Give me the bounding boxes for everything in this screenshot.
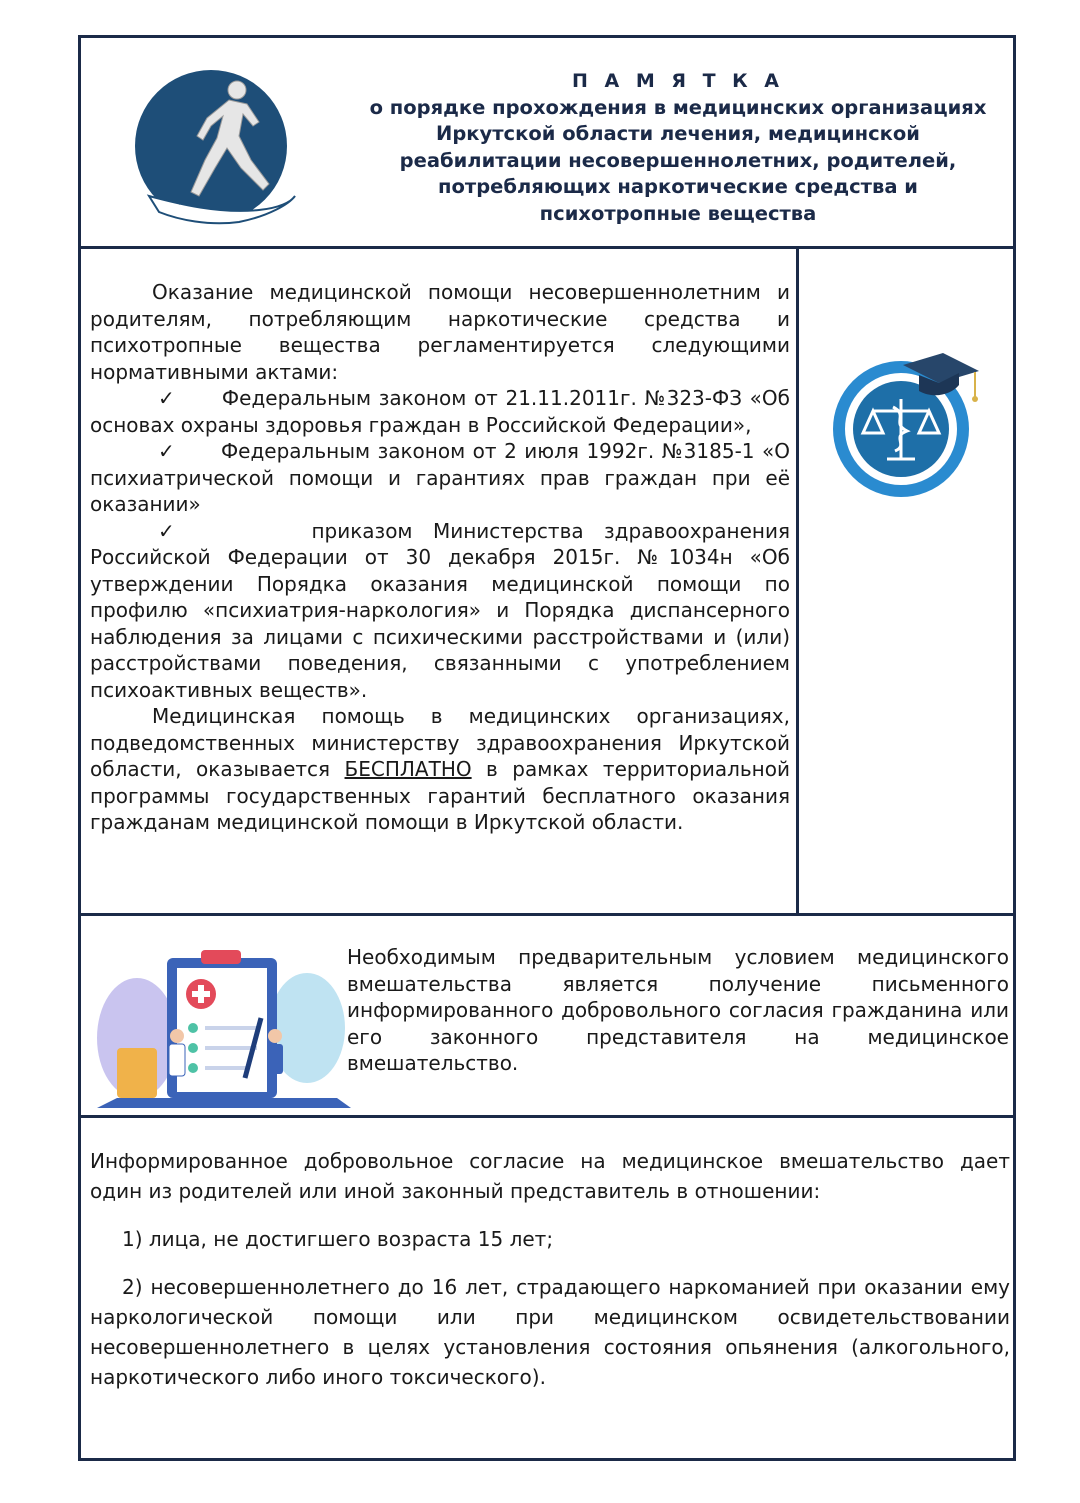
- consent-text: [347, 944, 1009, 1077]
- consent-paragraph: Необходимым предварительным условием медицинского вмешательства является получение письменного информированного добровольного согласия гражданина или его законного представителя на медицинское вмешательство.: [347, 945, 1009, 1075]
- header-section: [81, 38, 1013, 249]
- subtitle-line: психотропные вещества: [539, 201, 817, 225]
- consent-section: [81, 916, 1013, 1118]
- guardian-item-1: 1) лица, не достигшего возраста 15 лет;: [122, 1227, 554, 1251]
- guardian-consent-text: [90, 1146, 1010, 1410]
- free-emphasis: БЕСПЛАТНО: [344, 757, 472, 781]
- page-frame: [78, 35, 1016, 1461]
- checkmark-icon: ✓: [158, 439, 176, 463]
- free-care-paragraph: Медицинская помощь в медицинских организациях, подведомственных министерству здравоохранения Иркутской области, оказывается БЕСПЛАТНО в рамках территориальной программы государственных гарантий бесплатного оказания гражданам медицинской помощи в Иркутской области.: [90, 704, 790, 834]
- legal-item: ✓ Федеральным законом от 2 июля 1992г. №3185-1 «О психиатрической помощи и гарантиях прав граждан при её оказании»: [90, 439, 790, 516]
- subtitle-line: потребляющих наркотические средства и: [438, 175, 918, 198]
- header-title-block: [343, 68, 1013, 227]
- legal-intro: Оказание медицинской помощи несовершеннолетним и родителям, потребляющим наркотические средства и психотропные вещества регламентируется следующими нормативными актами:: [90, 280, 790, 384]
- guardian-consent-section: [81, 1118, 1013, 1458]
- legal-acts-text: [90, 279, 790, 836]
- checkmark-icon: ✓: [158, 518, 189, 543]
- subtitle-line: о порядке прохождения в медицинских организациях: [369, 95, 987, 119]
- medical-law-emblem-icon: [833, 347, 981, 497]
- subtitle-line: реабилитации несовершеннолетних, родителей,: [399, 148, 957, 172]
- clipboard-illustration-icon: [97, 928, 351, 1108]
- guardian-intro: Информированное добровольное согласие на медицинское вмешательство дает один из родителей или иной законный представитель в отношении:: [90, 1149, 1010, 1203]
- column-divider: [796, 249, 799, 913]
- checkmark-icon: ✓: [158, 386, 177, 410]
- subtitle-line: Иркутской области лечения, медицинской: [436, 122, 920, 145]
- guardian-item-2: 2) несовершеннолетнего до 16 лет, страдающего наркоманией при оказании ему наркологической помощи или при медицинском освидетельствовании несовершеннолетнего в целях установления состояния опьянения (алкогольного, наркотического либо иного токсического).: [90, 1275, 1010, 1389]
- runner-hand-logo-icon: [119, 64, 299, 244]
- legal-item: ✓ приказом Министерства здравоохранения Российской Федерации от 30 декабря 2015г. №1034н «Об утверждении Порядка оказания медицинской помощи по профилю «психиатрия-наркология» и Порядка диспансерного наблюдения за лицами с психическими расстройствами и (или) расстройствами поведения, связанными с употреблением психоактивных веществ».: [90, 518, 790, 702]
- legal-item: ✓ Федеральным законом от 21.11.2011г. №323-ФЗ «Об основах охраны здоровья граждан в Российской Федерации»,: [90, 386, 790, 437]
- page-title: П А М Я Т К А: [571, 70, 785, 92]
- legal-acts-section: [81, 249, 1013, 916]
